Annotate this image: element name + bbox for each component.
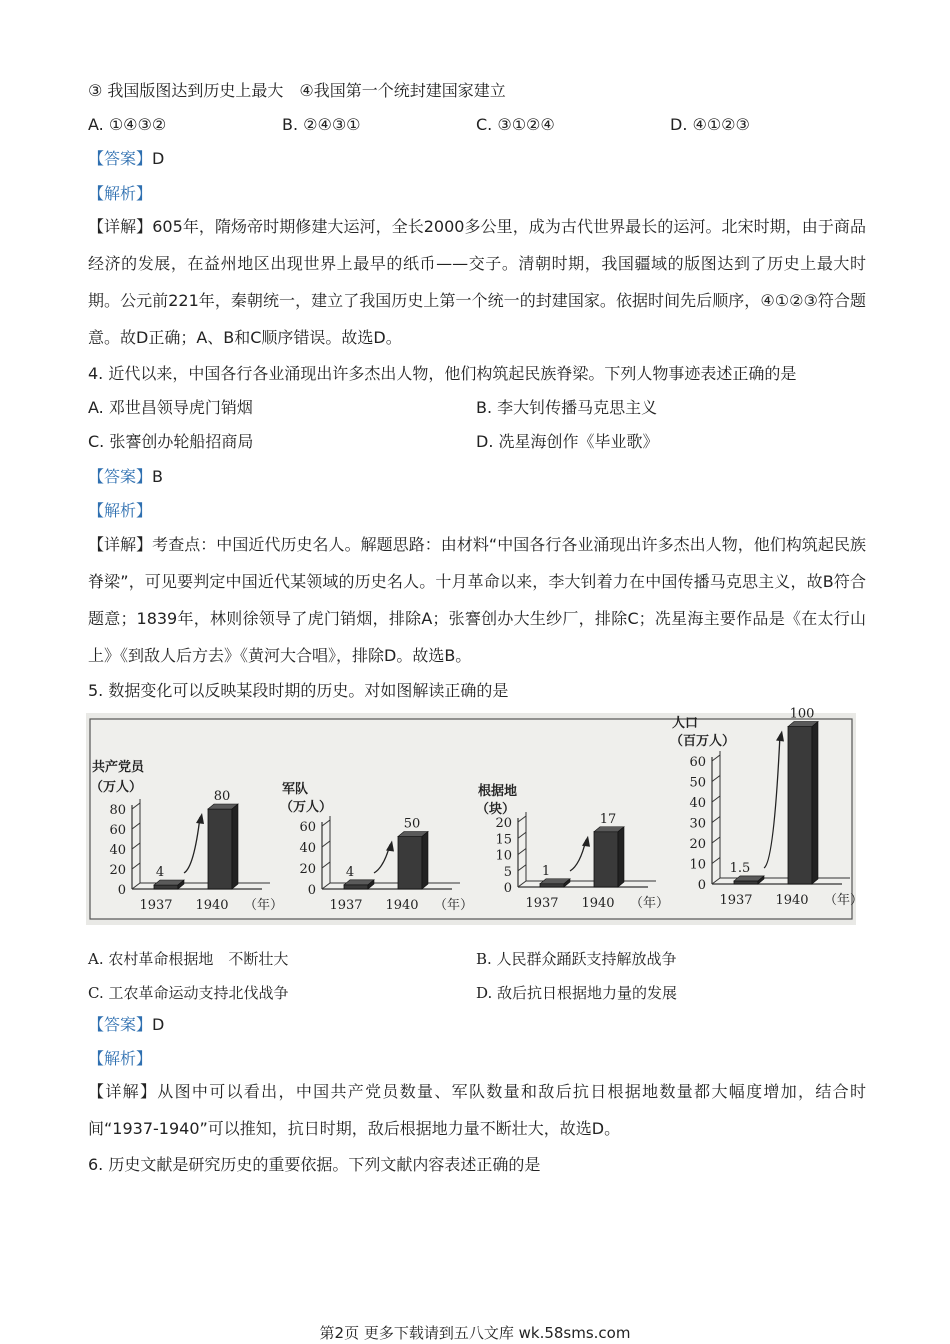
chart-tick-label: 0 [697, 878, 706, 893]
q3-option-d: D. ④①②③ [670, 115, 750, 134]
chart-bar-side [618, 827, 624, 887]
chart-x-tick-label: 1937 [139, 898, 173, 913]
chart-tick-label: 20 [495, 816, 512, 831]
chart-x-tick-label: 1937 [719, 893, 753, 908]
q3-option-a: A. ①④③② [88, 115, 167, 134]
chart-tick-label: 0 [117, 883, 126, 898]
detail-tag: 【详解】 [88, 535, 153, 554]
answer-tag: 【答案】 [88, 1015, 153, 1034]
q5-option-a: A. 农村革命根据地 不断壮大 [88, 950, 289, 968]
answer-tag: 【答案】 [88, 149, 153, 168]
chart-tick-label: 40 [299, 841, 316, 856]
q4-option-a: A. 邓世昌领导虎门销烟 [88, 398, 253, 417]
chart-bar-1940 [208, 809, 232, 889]
answer-value: D [152, 149, 165, 168]
chart-ylabel: 人口 [672, 716, 699, 731]
q5-answer [88, 1014, 164, 1036]
chart-tick-label: 20 [299, 862, 316, 877]
chart-tick-label: 60 [109, 823, 126, 838]
chart-ylabel-unit: （万人） [280, 800, 333, 815]
q4-detail [88, 526, 866, 674]
answer-tag: 【答案】 [88, 467, 153, 486]
q5-analysis-tag: 【解析】 [88, 1049, 153, 1068]
chart-tick-label: 10 [689, 857, 706, 873]
q4-stem: 4. 近代以来，中国各行各业涌现出许多杰出人物，他们构筑起民族脊梁。下列人物事迹表述正确的是 [88, 364, 797, 383]
chart-bar-1937 [734, 881, 758, 884]
chart-ylabel-unit: （百万人） [670, 734, 736, 749]
detail-text: 从图中可以看出，中国共产党员数量、军队数量和敌后抗日根据地数量都大幅度增加，结合时间“1937-1940”可以推知，抗日时期，敌后根据地力量不断壮大，故选D。 [88, 1082, 866, 1138]
chart-ylabel: 军队 [282, 782, 309, 797]
chart-bar-1937 [540, 884, 564, 887]
chart-x-tick-label: 1937 [329, 898, 363, 913]
chart-data-label: 100 [789, 706, 815, 722]
chart-x-unit: （年） [244, 898, 284, 913]
detail-text: 考查点：中国近代历史名人。解题思路：由材料“中国各行各业涌现出许多杰出人物，他们构筑起民族脊梁”，可见要判定中国近代某领域的历史名人。十月革命以来，李大钊着力在中国传播马克思主义，故B符合题意；1839年，林则徐领导了虎门销烟，排除A；张謇创办大生纱厂，排除C；冼星海主要作品是《在太行山上》《到敌人后方去》《黄河大合唱》，排除D。故选B。 [88, 535, 866, 665]
chart-tick-label: 60 [299, 820, 316, 835]
q5-detail [88, 1073, 866, 1147]
q3-items-line: ③ 我国版图达到历史上最大 ④我国第一个统封建国家建立 [88, 81, 506, 100]
chart-x-tick-label: 1937 [525, 896, 559, 911]
chart-tick-label: 40 [109, 843, 126, 858]
q3-option-c: C. ③①②④ [476, 115, 555, 134]
detail-tag: 【详解】 [88, 1082, 158, 1101]
chart-data-label: 1 [541, 863, 551, 879]
chart-x-unit: （年） [630, 896, 670, 911]
chart-bar-1937 [344, 885, 368, 889]
page-footer: 第2页 更多下载请到五八文库 wk.58sms.com [319, 1324, 631, 1342]
chart-bar-side [812, 722, 818, 884]
chart-ylabel-unit: （万人） [90, 780, 143, 795]
q5-option-d: D. 敌后抗日根据地力量的发展 [476, 984, 678, 1002]
chart-ylabel-unit: （块） [476, 802, 516, 817]
chart-bar-1940 [594, 832, 618, 887]
chart-x-unit: （年） [434, 898, 474, 913]
chart-tick-label: 40 [689, 796, 706, 811]
chart-bar-1940 [788, 727, 812, 884]
chart-bar-1937 [154, 885, 178, 889]
q5-option-b: B. 人民群众踊跃支持解放战争 [476, 950, 677, 968]
chart-tick-label: 30 [689, 816, 706, 832]
q3-detail [88, 208, 866, 356]
chart-data-label: 4 [155, 865, 165, 880]
chart-tick-label: 0 [503, 881, 512, 896]
chart-ylabel: 根据地 [478, 784, 518, 799]
chart-tick-label: 60 [689, 755, 706, 770]
q4-option-c: C. 张謇创办轮船招商局 [88, 432, 254, 451]
chart-tick-label: 0 [307, 883, 316, 898]
answer-value: B [152, 467, 163, 486]
chart-tick-label: 80 [109, 803, 126, 818]
q6-stem: 6. 历史文献是研究历史的重要依据。下列文献内容表述正确的是 [88, 1155, 541, 1174]
q5-chart-svg [86, 706, 864, 925]
q5-stem: 5. 数据变化可以反映某段时期的历史。对如图解读正确的是 [88, 681, 509, 700]
chart-x-tick-label: 1940 [385, 898, 419, 913]
chart-x-unit: （年） [824, 893, 864, 908]
q4-option-d: D. 冼星海创作《毕业歌》 [476, 432, 659, 451]
chart-data-label: 50 [403, 816, 421, 832]
q3-answer [88, 148, 164, 170]
answer-value: D [152, 1015, 165, 1034]
chart-tick-label: 20 [689, 837, 706, 852]
q3-analysis-tag: 【解析】 [88, 184, 153, 203]
chart-x-tick-label: 1940 [195, 898, 229, 913]
detail-text: 605年，隋炀帝时期修建大运河，全长2000多公里，成为古代世界最长的运河。北宋时期，由于商品经济的发展，在益州地区出现世界上最早的纸币——交子。清朝时期，我国疆域的版图达到了历史上最大时期。公元前221年，秦朝统一，建立了我国历史上第一个统一的封建国家。依据时间先后顺序，④①②③符合题意。故D正确；A、B和C顺序错误。故选D。 [88, 217, 866, 347]
chart-bar-1940 [398, 837, 422, 890]
chart-tick-label: 5 [503, 864, 512, 880]
chart-x-tick-label: 1940 [581, 896, 615, 911]
q4-answer [88, 466, 163, 488]
chart-tick-label: 50 [689, 775, 706, 791]
q3-option-b: B. ②④③① [282, 115, 361, 134]
chart-x-tick-label: 1940 [775, 893, 809, 908]
q4-analysis-tag: 【解析】 [88, 501, 153, 520]
chart-bar-side [232, 804, 238, 889]
chart-data-label: 4 [345, 864, 355, 880]
chart-data-label: 1.5 [729, 860, 751, 876]
chart-tick-label: 20 [109, 863, 126, 878]
chart-ylabel: 共产党员 [92, 760, 145, 775]
detail-tag: 【详解】 [88, 217, 153, 236]
q5-option-c: C. 工农革命运动支持北伐战争 [88, 984, 289, 1002]
chart-tick-label: 15 [495, 832, 512, 848]
q4-option-b: B. 李大钊传播马克思主义 [476, 398, 658, 417]
q5-chart-figure [86, 706, 864, 925]
chart-data-label: 80 [213, 789, 231, 804]
chart-bar-side [422, 832, 428, 890]
chart-data-label: 17 [599, 811, 617, 827]
chart-tick-label: 10 [495, 848, 512, 864]
